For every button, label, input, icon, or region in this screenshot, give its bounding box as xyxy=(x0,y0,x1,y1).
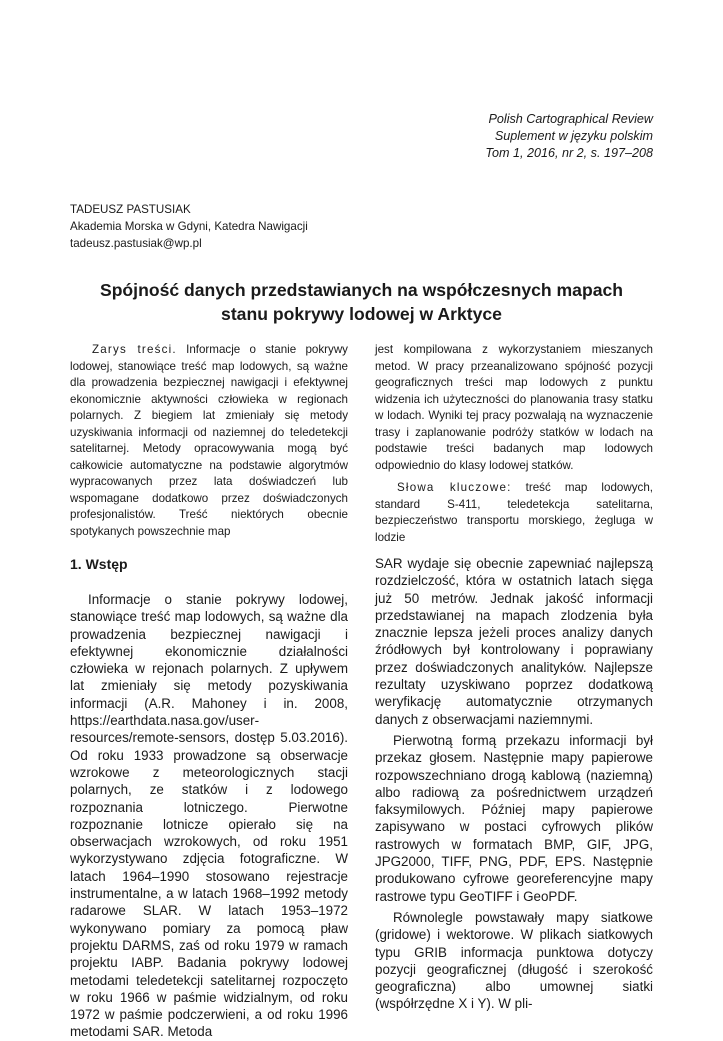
author-affiliation: Akademia Morska w Gdyni, Katedra Nawigacji xyxy=(70,220,308,233)
journal-supplement: Suplement w języku polskim xyxy=(494,129,653,143)
section-heading: 1. Wstęp xyxy=(70,556,128,572)
body-column-left xyxy=(70,555,348,1041)
abstract-column-left xyxy=(70,342,348,546)
title-line-1: Spójność danych przedstawianych na współczesnych mapach xyxy=(99,280,624,300)
keywords-label: Słowa kluczowe: xyxy=(397,481,512,494)
body-paragraph: SAR wydaje się obecnie zapewniać najlepszą rozdzielczość, która w ostatnich latach sięga już 50 metrów. Jednak jakość informacji przedstawianej na mapach zlodzenia była znacznie lepsza jeżeli proces analizy danych źródłowych był kontrolowany i poprawiany przez doświadczonych analityków. Najlepsze rezultaty uzyskiwano poprzez dodatkową weryfikację automatycznie otrzymanych danych z obserwacjami naziemnymi. xyxy=(375,556,653,727)
body-paragraph: Informacje o stanie pokrywy lodowej, stanowiące treść map lodowych, są ważne dla prowadzenia bezpiecznej nawigacji i efektywnej ekonomicznie działalności człowieka w rejonach polarnych. Z upływem lat zmieniały się metody pozyskiwania informacji (A.R. Mahoney i in. 2008, https://earthdata.nasa.gov/user-resources/remote-sensors, dostęp 5.03.2016). Od roku 1933 prowadzone są obserwacje wzrokowe z meteorologicznych stacji polarnych, ze statków i z lodowego rozpoznania lotniczego. Pierwotne rozpoznanie lotnicze opierało się na obserwacjach wzrokowych, od roku 1951 wykorzystywano zdjęcia fotograficzne. W latach 1964–1990 stosowano rejestracje instrumentalne, a w latach 1968–1992 metody radarowe SLAR. W latach 1953–1972 wykonywano pomiary za pomocą pław projektu DARMS, zaś od roku 1979 w ramach projektu IABP. Badania pokrywy lodowej metodami teledetekcji satelitarnej rozpoczęto w roku 1966 w paśmie widzialnym, od roku 1972 w paśmie podczerwieni, a od roku 1996 metodami SAR. Metoda xyxy=(70,592,348,1040)
keywords-paragraph xyxy=(375,480,653,546)
journal-name: Polish Cartographical Review xyxy=(488,112,653,126)
article-body xyxy=(70,555,653,1041)
body-paragraph: Równolegle powstawały mapy siatkowe (gridowe) i wektorowe. W plikach siatkowych typu GRIB informacja punktowa dotyczy pozycji geograficznej (długość i szerokość geograficzna) albo umownej siatki (współrzędne X i Y). W pli- xyxy=(375,909,653,1012)
title-line-2: stanu pokrywy lodowej w Arktyce xyxy=(221,304,502,324)
journal-volume: Tom 1, 2016, nr 2, s. 197–208 xyxy=(485,146,653,160)
author-name: TADEUSZ PASTUSIAK xyxy=(70,203,191,216)
abstract-label: Zarys treści. xyxy=(92,343,177,356)
abstract-column-right xyxy=(375,342,653,546)
journal-header xyxy=(485,111,653,162)
article-title xyxy=(60,278,663,326)
abstract-text-left: Informacje o stanie pokrywy lodowej, stanowiące treść map lodowych, są ważne dla prowadzenia bezpiecznej nawigacji i efektywnej ekonomicznie aktywności człowieka w regionach polarnych. Z biegiem lat zmieniały się metody uzyskiwania informacji od naziemnej do teledetekcji satelitarnej. Metody opracowywania mogą być całkowicie automatyczne na podstawie algorytmów wypracowanych przez lata doświadczeń lub wspomagane dodatkowo przez doświadczonych profesjonalistów. Treść niektórych obecnie spotykanych powszechnie map xyxy=(70,343,348,538)
keywords-text: treść map lodowych, standard S-411, teledetekcja satelitarna, bezpieczeństwo transportu morskiego, żegluga w lodzie xyxy=(375,481,653,544)
author-email: tadeusz.pastusiak@wp.pl xyxy=(70,237,202,250)
abstract-paragraph xyxy=(70,342,348,540)
abstract xyxy=(70,342,653,546)
author-block xyxy=(70,201,308,252)
abstract-text-right: jest kompilowana z wykorzystaniem mieszanych metod. W pracy przeanalizowano spójność pozycji geograficznych treści map lodowych z punktu widzenia ich użyteczności do planowania trasy statku w lodach. Wyniki tej pracy pozwalają na wyznaczenie trasy i zaplanowanie podróży statków w lodach na podstawie treści badanych map lodowych odpowiednio do klasy lodowej statków. xyxy=(375,343,653,472)
body-paragraph: Pierwotną formą przekazu informacji był przekaz głosem. Następnie mapy papierowe rozpowszechniano drogą kablową (naziemną) albo radiową za pośrednictwem urządzeń faksymilowych. Później mapy papierowe zapisywano w postaci cyfrowych plików rastrowych w formatach BMP, GIF, JPG, JPG2000, TIFF, PNG, PDF, EPS. Następnie produkowano cyfrowe georeferencyjne mapy rastrowe typu GeoTIFF i GeoPDF. xyxy=(375,732,653,904)
body-column-right xyxy=(375,555,653,1041)
